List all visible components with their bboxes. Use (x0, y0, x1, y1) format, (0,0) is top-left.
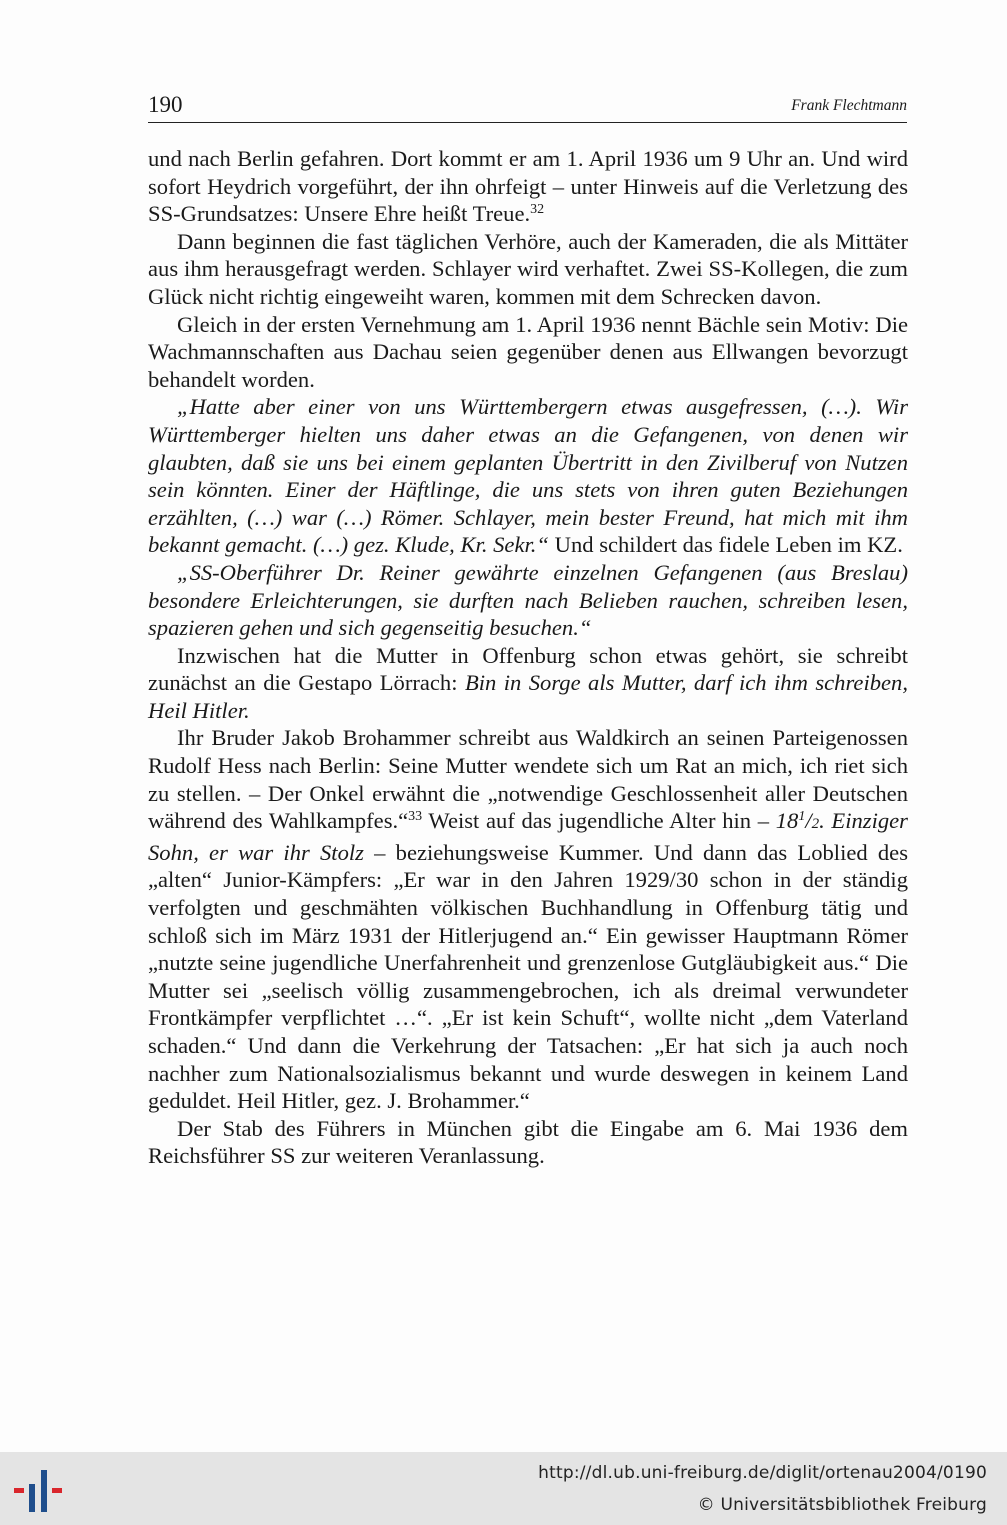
paragraph-7-text-a: Ihr Bruder Jakob Brohammer schreibt aus Waldkirch an seinen Parteigenossen Rudolf Hess nach Berlin: Seine Mutter wendete sich um Rat an mich, ich riet sich zu stellen. – Der Onkel erwähnt die „notwendige Geschlossenheit aller Deutschen während des Wahlkampfes.“ (148, 725, 908, 834)
paragraph-6-text: Inzwischen hat die Mutter in Offenburg schon etwas gehört, sie schreibt zunächst an die Gestapo Lörrach: (148, 642, 908, 696)
paragraph-4-text: Und schildert das fidele Leben im KZ. (548, 532, 903, 558)
paragraph-1 (148, 145, 908, 228)
age-numerator: 1 (798, 809, 806, 825)
page-number: 190 (148, 92, 183, 117)
copyright-notice: © Universitätsbibliothek Freiburg (697, 1495, 987, 1515)
digital-library-logo-icon[interactable] (10, 1466, 66, 1516)
paragraph-4 (148, 393, 908, 559)
footnote-ref-32: 32 (530, 202, 545, 218)
paragraph-1-text: und nach Berlin gefahren. Dort kommt er am 1. April 1936 um 9 Uhr an. Und wird sofort Heydrich vorgeführt, der ihn ohrfeigt – unter Hinweis auf die Verletzung des SS-Grundsatzes: Unsere Ehre heißt Treue. (148, 146, 908, 227)
paragraph-7-text-b: Weist auf das jugendliche Alter hin – (422, 808, 776, 834)
page-header (148, 92, 907, 123)
body-text (148, 145, 908, 1170)
paragraph-7-italic: . Einziger Sohn, er war ihr Stolz (148, 808, 908, 865)
paragraph-2: Dann beginnen die fast täglichen Verhöre, auch der Kameraden, die als Mittäter aus ihm herausgefragt werden. Schlayer wird verhaftet. Zwei SS-Kollegen, die zum Glück nicht richtig eingeweiht waren, kommen mit dem Schrecken davon. (148, 228, 908, 309)
age-fraction: $18^1/2$ (775, 808, 820, 834)
paragraph-3: Gleich in der ersten Vernehmung am 1. April 1936 nennt Bächle sein Motiv: Die Wachmannschaften aus Dachau seien gegenüber denen aus Ellwangen bevorzugt behandelt worden. (148, 311, 908, 392)
running-head-author: Frank Flechtmann (791, 97, 907, 114)
quote-reiner: „SS-Oberführer Dr. Reiner gewährte einzelnen Gefangenen (aus Breslau) besondere Erleichterungen, sie durften nach Belieben rauchen, schreiben lesen, spazieren gehen und sich gegenseitig besuchen.“ (148, 559, 908, 641)
age-whole: 18 (775, 808, 799, 834)
viewer-footer (0, 1452, 1007, 1525)
quote-mother: Bin in Sorge als Mutter, darf ich ihm schreiben, Heil Hitler. (148, 670, 908, 723)
paragraph-7-text-d: – beziehungsweise Kummer. Und dann das Loblied des „alten“ Junior-Kämpfers: „Er war in den Jahren 1929/30 schon in der ständig verfolgten und geschmähten völkischen Buchhandlung in Offenburg tätig und schloß sich im März 1931 der Hitlerjugend an.“ Ein gewisser Hauptmann Römer „nutzte seine jugendliche Unerfahrenheit und grenzenlose Gutgläubigkeit aus.“ Die Mutter sei „seelisch völlig zusammengebrochen, ich als dreimal verwundeter Frontkämpfer verpflichtet …“. „Er ist kein Schuft“, wollte nicht „dem Vaterland schaden.“ Und dann die Verkehrung der Tatsachen: „Er hat sich ja auch noch nachher zum Nationalsozialismus bekannt und wurde deswegen in keinem Land geduldet. Heil Hitler, gez. J. Brohammer.“ (148, 839, 908, 1114)
paragraph-8: Der Stab des Führers in München gibt die Eingabe am 6. Mai 1936 dem Reichsführer SS zur weiteren Veranlassung. (148, 1115, 908, 1169)
paragraph-7 (148, 724, 908, 1114)
footnote-ref-33: 33 (408, 809, 423, 825)
quote-klude: „Hatte aber einer von uns Württembergern etwas ausgefressen, (…). Wir Württemberger hielten uns daher etwas an die Gefangenen, von denen wir glaubten, daß sie uns bei einem geplanten Übertritt in den Zivilberuf von Nutzen sein könnten. Einer der Häftlinge, die uns stets von ihren guten Beziehungen erzählten, (…) war (…) Römer. Schlayer, mein bester Freund, hat mich mit ihm bekannt gemacht. (…) gez. Klude, Kr. Sekr.“ (148, 394, 908, 558)
paragraph-6 (148, 642, 908, 725)
age-denominator: 2 (811, 816, 820, 833)
source-url-link[interactable]: http://dl.ub.uni-freiburg.de/diglit/ortenau2004/0190 (538, 1463, 987, 1483)
